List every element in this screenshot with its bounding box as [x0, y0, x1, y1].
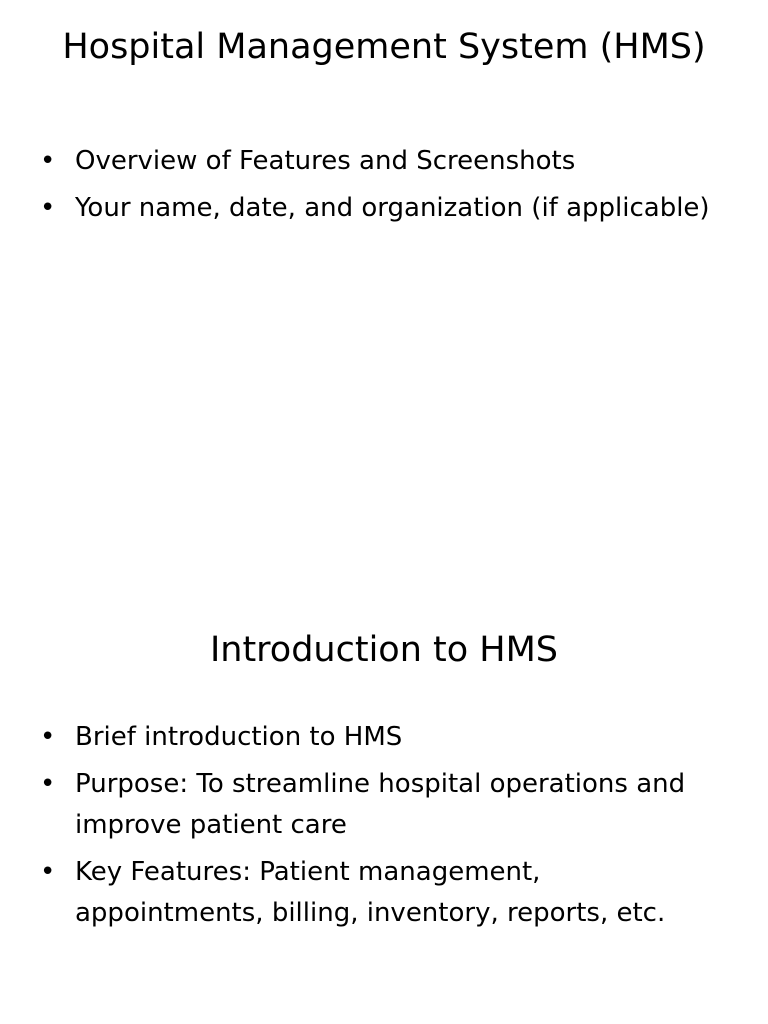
bullet-icon: • [40, 769, 56, 799]
bullet-text: Overview of Features and Screenshots [75, 146, 576, 176]
bullet-item [40, 141, 720, 182]
bullet-text: Key Features: Patient management, appointments, billing, inventory, reports, etc. [75, 857, 666, 928]
bullet-item [40, 852, 720, 934]
bullet-list [40, 717, 720, 940]
slide-title: Introduction to HMS [209, 630, 559, 670]
bullet-text: Purpose: To streamline hospital operations and improve patient care [75, 769, 686, 840]
bullet-icon: • [40, 722, 56, 752]
bullet-item [40, 717, 720, 758]
bullet-icon: • [40, 193, 56, 223]
bullet-icon: • [40, 857, 56, 887]
bullet-icon: • [40, 146, 56, 176]
slide-title: Hospital Management System (HMS) [62, 27, 706, 67]
bullet-item [40, 188, 720, 229]
bullet-list [40, 141, 720, 235]
slide-2 [0, 512, 768, 1024]
bullet-text: Your name, date, and organization (if applicable) [75, 193, 710, 223]
bullet-text: Brief introduction to HMS [75, 722, 403, 752]
bullet-item [40, 764, 720, 846]
